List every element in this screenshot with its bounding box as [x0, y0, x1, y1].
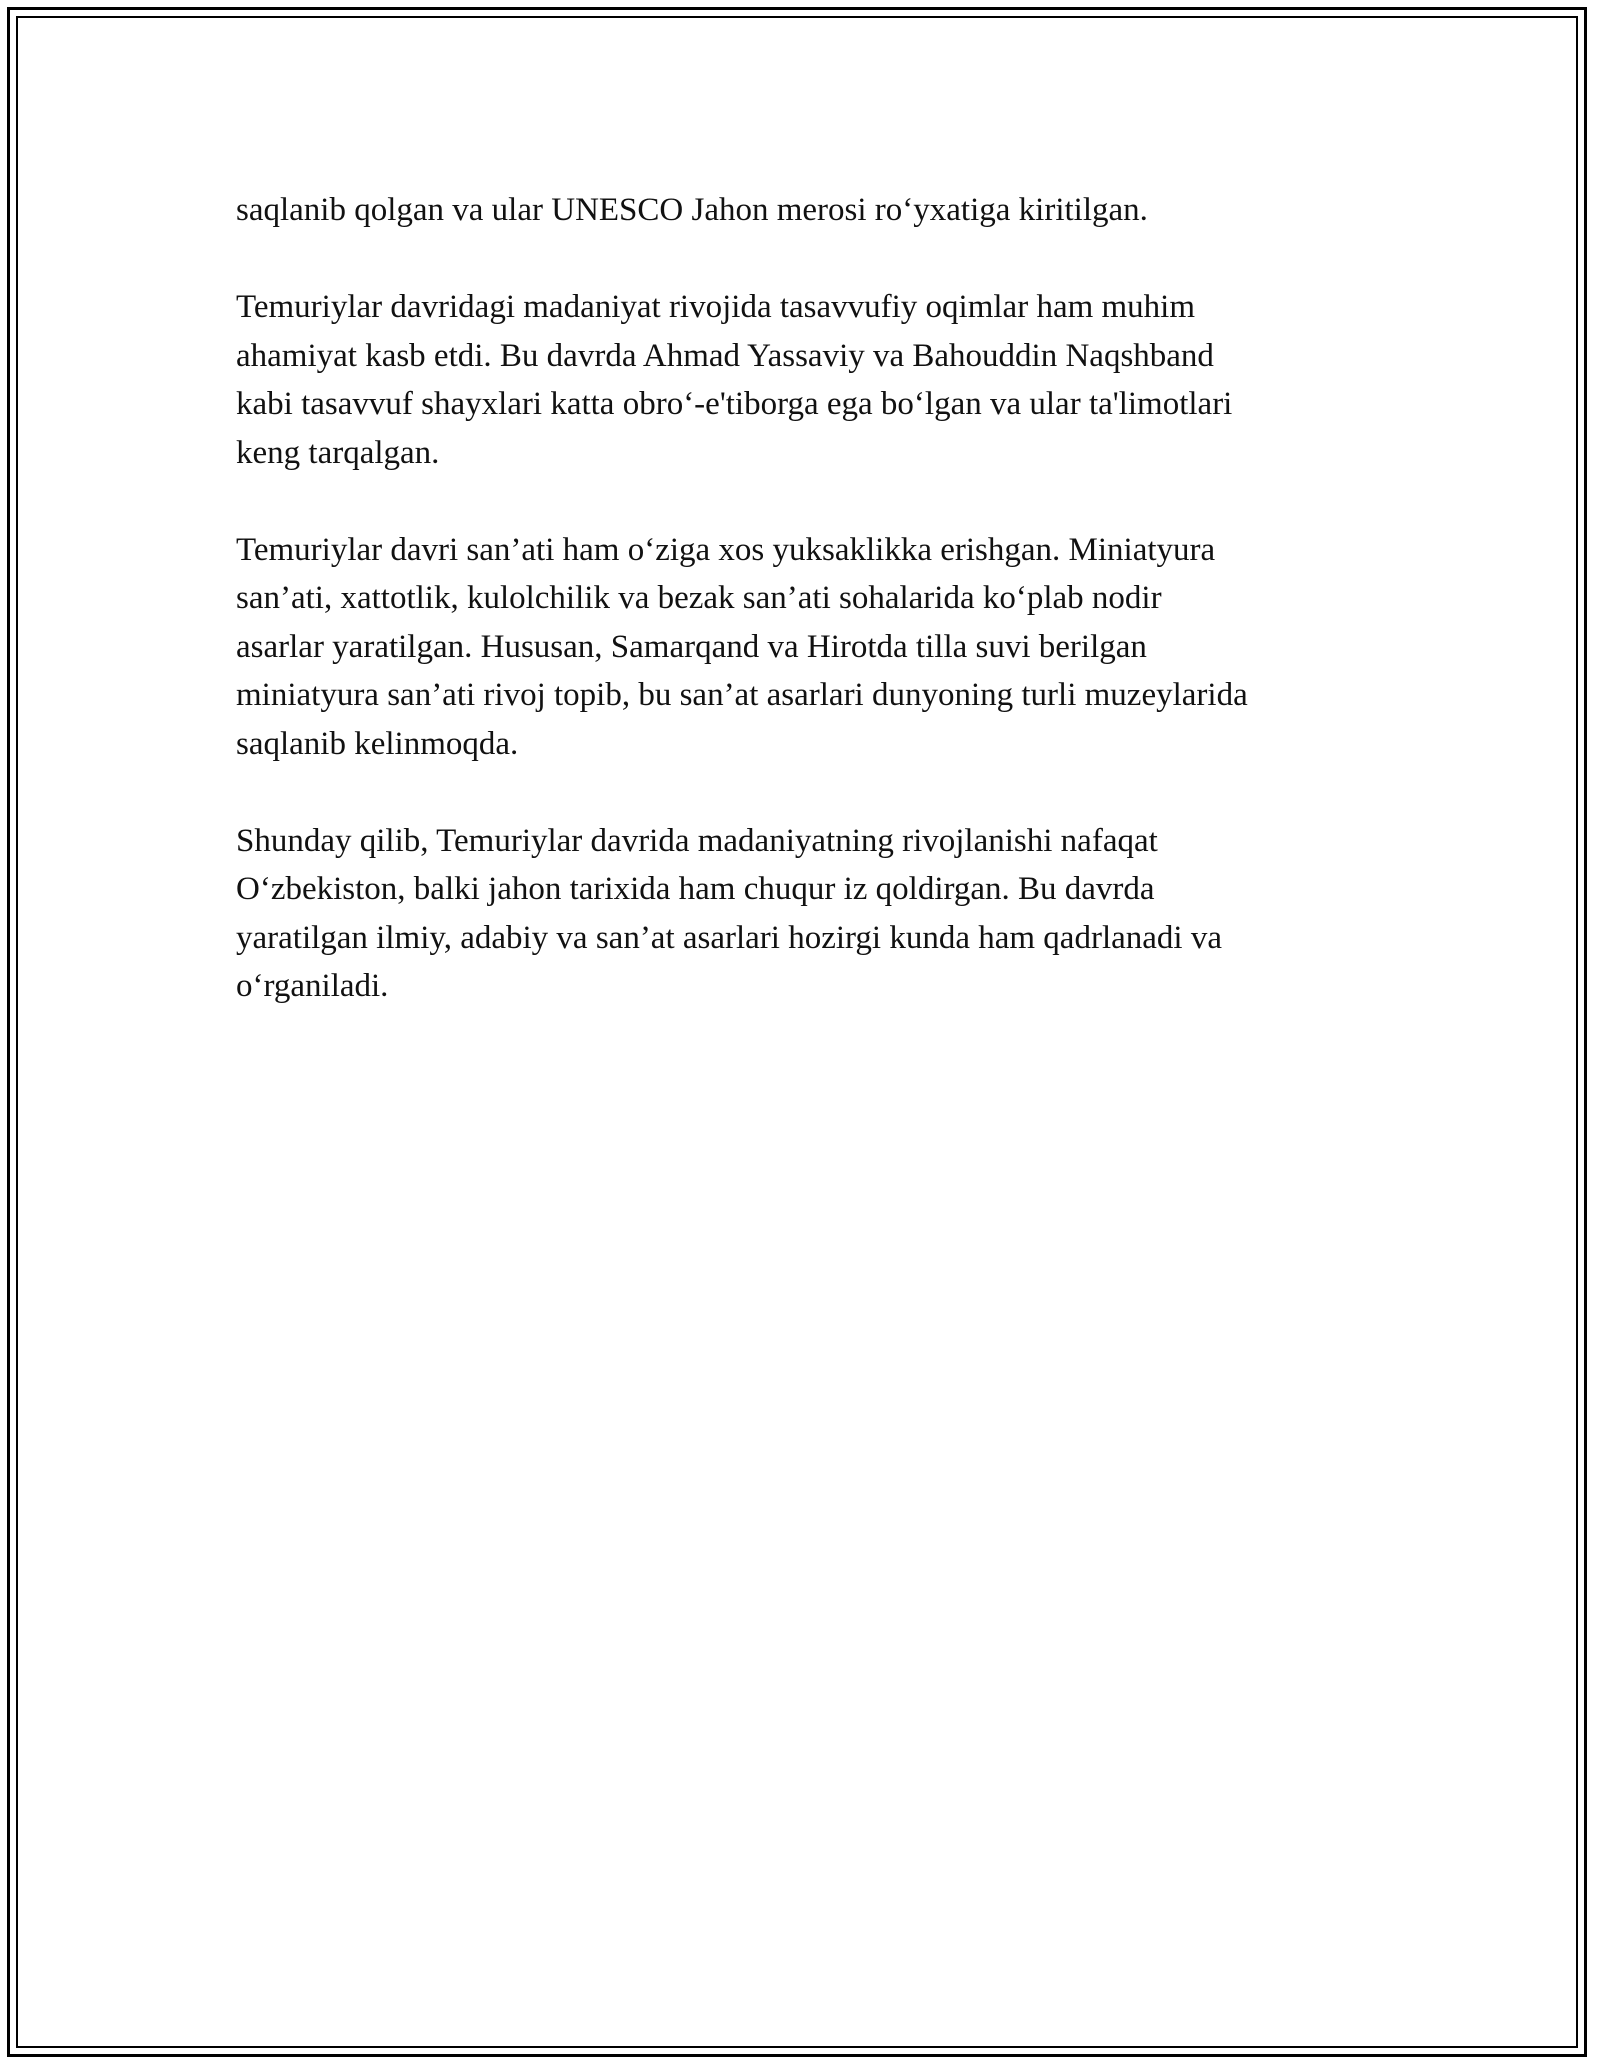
paragraph-unesco: saqlanib qolgan va ular UNESCO Jahon merosi ro‘yxatiga kiritilgan. — [236, 192, 1148, 228]
paragraph-art: Temuriylar davri san’ati ham o‘ziga xos yuksaklikka erishgan. Miniatyura san’ati, xattotlik, kulolchilik va bezak san’ati sohalarida ko‘plab nodir asarlar yaratilgan. Hususan, Samarqand va Hirotda tilla suvi berilgan miniatyura san’ati rivoj topib, bu san’at asarlari dunyoning turli muzeylarida saqlanib kelinmoqda. — [236, 531, 1248, 762]
document-body — [236, 186, 1376, 1059]
paragraph-conclusion: Shunday qilib, Temuriylar davrida madaniyatning rivojlanishi nafaqat O‘zbekiston, balki jahon tarixida ham chuqur iz qoldirgan. Bu davrda yaratilgan ilmiy, adabiy va san’at asarlari hozirgi kunda ham qadrlanadi va o‘rganiladi. — [236, 822, 1222, 1004]
paragraph-tasavvuf: Temuriylar davridagi madaniyat rivojida tasavvufiy oqimlar ham muhim ahamiyat kasb etdi. Bu davrda Ahmad Yassaviy va Bahouddin Naqshband kabi tasavvuf shayxlari katta obro‘-e'tiborga ega bo‘lgan va ular ta'limotlari keng tarqalgan. — [236, 289, 1233, 471]
